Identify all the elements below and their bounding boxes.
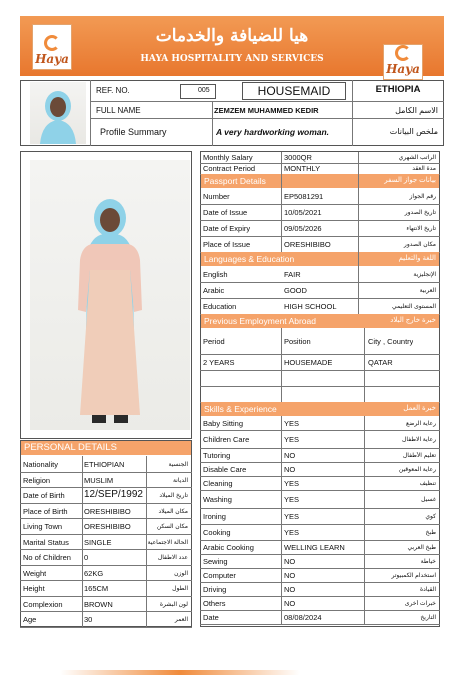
skills-row-label: Arabic Cooking (203, 542, 254, 552)
skills-row-label: Washing (203, 494, 232, 504)
personal-row-label: Height (23, 584, 45, 593)
skills-row-label: Disable Care (203, 464, 247, 474)
personal-row-arabic: الحالة الاجتماعية (147, 539, 188, 546)
skills-row-label: Others (203, 598, 226, 608)
passport-row-value: EP5081291 (284, 191, 324, 201)
personal-row-arabic: مكان الميلاد (158, 508, 188, 515)
personal-row-value: 165CM (84, 584, 109, 593)
full-name-arabic: الاسم الكامل (395, 106, 438, 115)
personal-row-value: SINGLE (84, 537, 112, 547)
languages-row-arabic: المستوى التعليمي (391, 303, 436, 310)
skills-row-arabic: رعاية الاطفال (402, 436, 436, 443)
languages-row-arabic: العربية (419, 287, 436, 294)
skills-row-arabic: غسيل (421, 496, 436, 503)
skills-row-arabic: استخدام الكمبيوتر (391, 572, 436, 579)
logo-swirl-icon (395, 45, 411, 61)
skills-row-arabic: تعليم الأطفال (402, 452, 436, 459)
contract-row-label: Contract Period (203, 164, 256, 173)
skills-row-arabic: تنظيف (419, 480, 436, 487)
languages-row-label: Arabic (203, 285, 225, 295)
contract-row-value: 3000QR (284, 153, 312, 162)
company-title-english: HAYA HOSPITALITY AND SERVICES (140, 54, 324, 64)
skills-row-label: Computer (203, 570, 236, 580)
personal-row-arabic: الديانة (172, 477, 188, 484)
personal-row-value: 62KG (84, 568, 104, 578)
skills-row-arabic: كوي (425, 513, 436, 520)
passport-row-label: Place of Issue (203, 239, 251, 249)
profile-summary-value: A very hardworking woman. (216, 127, 330, 137)
employment-cell: QATAR (368, 358, 393, 367)
personal-row-label: Complexion (23, 599, 63, 609)
skills-row-arabic: رعاية الرضع (406, 420, 436, 427)
languages-row-value: FAIR (284, 269, 301, 279)
logo-swirl-icon (44, 35, 60, 51)
skills-row-value: YES (284, 527, 300, 537)
skills-row-value: NO (284, 584, 296, 594)
passport-row-arabic: تاريخ الانتهاء (406, 225, 436, 232)
personal-row-label: Weight (23, 568, 47, 578)
personal-row-label: Age (23, 615, 37, 624)
haya-logo-left: Haya (32, 24, 72, 70)
skills-row-arabic: طبخ (425, 529, 436, 536)
contract-row-value: MONTHLY (284, 164, 321, 173)
profile-photo-small (30, 82, 86, 144)
personal-row-arabic: الجنسية (168, 462, 188, 468)
personal-row-arabic: الوزن (174, 570, 188, 577)
personal-details-header: PERSONAL DETAILS (21, 441, 191, 455)
skills-row-label: Date (203, 612, 219, 622)
employment-cell: HOUSEMADE (284, 358, 333, 367)
full-name-value: ZEMZEM MUHAMMED KEDIR (214, 106, 319, 115)
profile-summary-arabic: ملخص البيانات (389, 127, 438, 136)
personal-row-value: 12/SEP/1992 (84, 489, 143, 500)
employment-col-header: Period (203, 337, 225, 346)
company-title-arabic: هيا للضيافة والخدمات (155, 26, 309, 46)
skills-row-arabic: خبرات أخرى (404, 600, 436, 607)
skills-row-value: NO (284, 598, 296, 608)
skills-row-label: Driving (203, 584, 227, 594)
personal-row-arabic: العمر (174, 617, 188, 623)
full-name-label: FULL NAME (96, 106, 141, 115)
personal-row-value: MUSLIM (84, 475, 114, 485)
personal-row-arabic: تاريخ الميلاد (159, 493, 188, 499)
skills-row-value: NO (284, 464, 296, 474)
personal-row-label: Marital Status (23, 537, 69, 547)
previous-employment-header: Previous Employment Abroad خبرة خارج البلاد (201, 314, 439, 328)
skills-row-value: YES (284, 418, 300, 428)
footer-decoration (60, 670, 300, 675)
passport-row-arabic: رقم الجواز (409, 193, 436, 200)
skills-experience-header: Skills & Experience خبرة العمل (201, 402, 439, 416)
contract-row-arabic: مدة العقد (412, 166, 436, 172)
personal-row-label: No of Children (23, 553, 71, 562)
personal-row-value: BROWN (84, 599, 113, 609)
personal-row-value: ORESHIBIBO (84, 522, 131, 531)
personal-row-label: Date of Birth (23, 491, 65, 500)
passport-row-value: 10/05/2021 (284, 207, 322, 217)
profile-summary-label: Profile Summary (100, 127, 167, 137)
skills-row-label: Baby Sitting (203, 418, 244, 428)
skills-row-label: Children Care (203, 434, 250, 444)
passport-details-header: Passport Details بيانات جواز السفر (201, 174, 439, 188)
passport-row-value: ORESHIBIBO (284, 239, 331, 249)
personal-row-value: 30 (84, 615, 93, 624)
skills-row-arabic: القيادة (420, 586, 436, 593)
skills-row-value: YES (284, 494, 300, 504)
personal-row-label: Living Town (23, 522, 63, 531)
languages-education-header: Languages & Education اللغة والتعليم (201, 252, 439, 266)
employment-col-header: City , Country (368, 337, 414, 346)
skills-row-arabic: طبخ العربي (407, 544, 436, 551)
skills-row-value: YES (284, 434, 300, 444)
skills-row-value: NO (284, 570, 296, 580)
languages-row-value: GOOD (284, 285, 307, 295)
skills-row-label: Ironing (203, 511, 226, 521)
passport-row-label: Date of Issue (203, 207, 248, 217)
employment-col-header: Position (284, 337, 311, 346)
contract-row-arabic: الراتب الشهري (398, 155, 436, 161)
details-right-table (200, 151, 440, 627)
personal-row-arabic: الطول (172, 586, 188, 592)
languages-row-label: English (203, 269, 228, 279)
ref-no-label: REF. NO. (96, 86, 130, 95)
haya-logo-right: Haya (383, 44, 423, 80)
passport-row-label: Date of Expiry (203, 223, 251, 233)
country-title: ETHIOPIA (375, 84, 421, 95)
personal-row-arabic: لون البشرة (159, 601, 188, 608)
skills-row-arabic: خياطة (420, 558, 436, 565)
languages-row-value: HIGH SCHOOL (284, 301, 337, 311)
skills-row-arabic: التاريخ (420, 614, 436, 621)
languages-row-arabic: الإنجليزية (413, 271, 436, 278)
passport-row-arabic: تاريخ الصدور (404, 209, 436, 216)
personal-row-arabic: عدد الاطفال (157, 555, 188, 561)
skills-row-value: NO (284, 450, 296, 460)
skills-row-value: 08/08/2024 (284, 612, 322, 622)
skills-row-value: YES (284, 478, 300, 488)
personal-row-label: Nationality (23, 460, 59, 469)
skills-row-value: NO (284, 556, 296, 566)
skills-row-label: Cooking (203, 527, 231, 537)
passport-row-arabic: مكان الصدور (403, 241, 436, 248)
contract-row-label: Monthly Salary (203, 153, 253, 162)
personal-row-value: ORESHIBIBO (84, 506, 131, 516)
skills-row-label: Sewing (203, 556, 228, 566)
personal-row-arabic: مكان السكن (156, 524, 188, 530)
employment-cell: 2 YEARS (203, 358, 235, 367)
header-banner (20, 16, 444, 76)
personal-row-label: Religion (23, 475, 51, 485)
skills-row-label: Cleaning (203, 478, 233, 488)
personal-row-value: ETHIOPIAN (84, 460, 125, 469)
skills-row-value: YES (284, 511, 300, 521)
passport-row-value: 09/05/2026 (284, 223, 322, 233)
skills-row-label: Tutoring (203, 450, 231, 460)
position-title: HOUSEMAID (257, 84, 331, 98)
languages-row-label: Education (203, 301, 237, 311)
ref-no-value: 005 (198, 87, 210, 94)
skills-row-arabic: رعاية المعوقين (398, 466, 436, 473)
passport-row-label: Number (203, 191, 230, 201)
personal-row-label: Place of Birth (23, 506, 68, 516)
personal-row-value: 0 (84, 553, 89, 562)
profile-photo-full (30, 160, 190, 430)
skills-row-value: WELLING LEARN (284, 542, 345, 552)
